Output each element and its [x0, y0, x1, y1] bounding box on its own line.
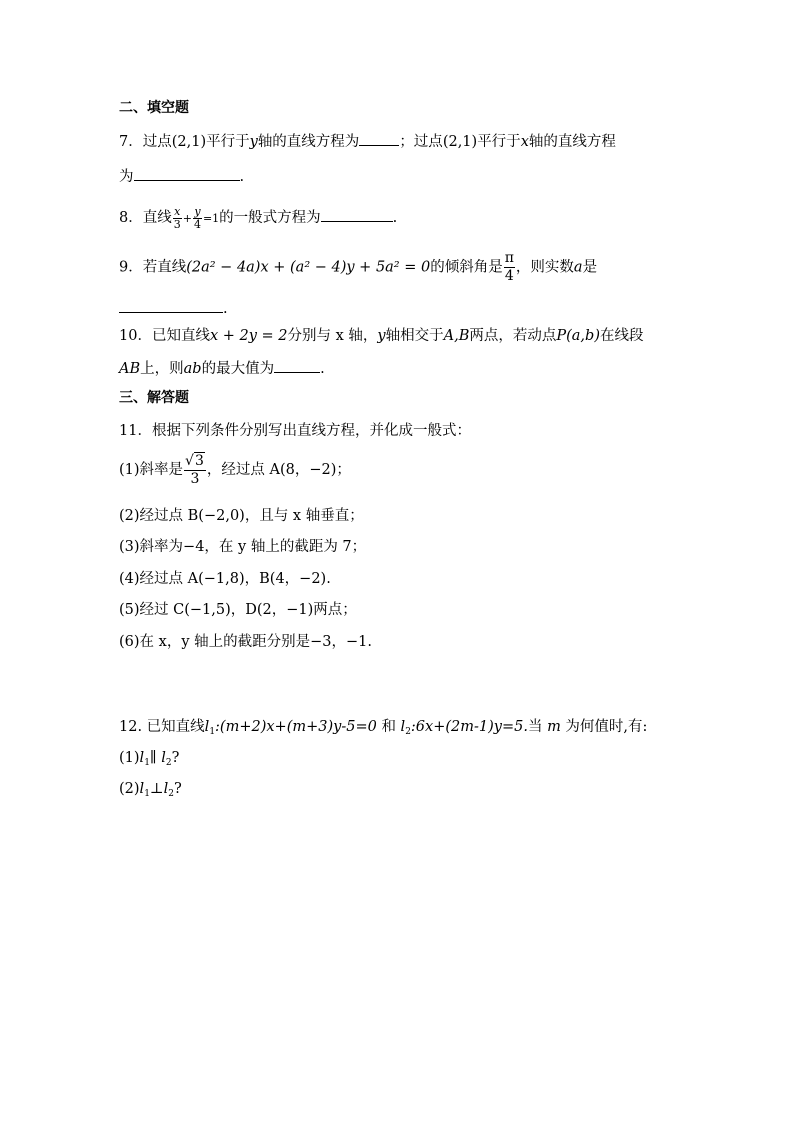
q12-line-1-equation: :(m+2)x+(m+3)y-5=0 — [215, 719, 377, 735]
answer-blank[interactable] — [134, 166, 240, 181]
answer-blank[interactable] — [321, 207, 393, 222]
question-11-part-4: (4)经过点 A(−1,8)，B(4，−2). — [119, 571, 331, 587]
q8-number: 8． — [119, 210, 143, 226]
question-12-part-2: $(2)l_1\perp l_2$? — [119, 781, 182, 799]
fraction-sqrt3-over-3: $\frac{√3}{3}$ — [185, 452, 204, 487]
q7-point: (2,1) — [171, 134, 207, 150]
question-9-line-1: 9．若直线(2a² − 4a)x + (a² − 4)y + 5a² = 0的倾斜角是 $\frac{\pi}{4}$ ，则实数a是 — [119, 250, 598, 284]
question-11-part-3: (3)斜率为−4，在 y 轴上的截距为 7； — [119, 539, 367, 555]
q9-equation: (2a² − 4a)x + (a² − 4)y + 5a² = 0 — [186, 259, 431, 276]
fraction-y-over-4: $\frac{y}{4}$ — [193, 204, 201, 231]
question-8: 8．直线 $\frac{x}{3}$ + $\frac{y}{4}$ =1的一般式方程为 . — [119, 204, 398, 231]
question-11-part-1: (1)斜率是 $\frac{√3}{3}$ ，经过点 A(8，−2)； — [119, 452, 351, 487]
question-12-stem: 12. 已知直线$l_1:(m+2)x+(m+3)y-5=0$ 和 $l_2:6x+(2m-1)y=5$.当 m 为何值时,有: — [119, 719, 648, 737]
question-12-part-1: $(1)l_1\parallel$ $l_2$? — [119, 750, 180, 768]
question-10-line-2: AB上，则ab的最大值为 . — [119, 358, 325, 379]
perpendicular-symbol: ⊥ — [149, 781, 164, 797]
question-7-line-2: 为 . — [119, 166, 244, 187]
q7-number: 7． — [119, 134, 143, 150]
q10-point: P(a,b) — [556, 328, 600, 344]
parallel-symbol: ∥ — [149, 750, 157, 766]
q9-number: 9． — [119, 259, 143, 276]
answer-blank[interactable] — [274, 358, 320, 373]
question-11-part-2: (2)经过点 B(−2,0)，且与 x 轴垂直； — [119, 508, 364, 524]
question-11-part-6: (6)在 x，y 轴上的截距分别是−3，−1. — [119, 634, 372, 650]
question-7-line-1: 7．过点(2,1)平行于y轴的直线方程为 ；过点(2,1)平行于x轴的直线方程 — [119, 131, 616, 152]
fraction-pi-over-4: $\frac{\pi}{4}$ — [504, 250, 514, 284]
answer-blank[interactable] — [119, 298, 223, 313]
q10-number: 10． — [119, 328, 152, 344]
q10-equation: x + 2y = 2 — [209, 328, 288, 344]
section-heading-answer: 三、解答题 — [119, 390, 189, 406]
fraction-x-over-3: $\frac{x}{3}$ — [173, 204, 181, 231]
q12-line-2-equation: :6x+(2m-1)y=5. — [410, 719, 528, 735]
question-11-stem: 11．根据下列条件分别写出直线方程，并化成一般式： — [119, 423, 471, 439]
question-11-part-5: (5)经过 C(−1,5)，D(2，−1)两点； — [119, 602, 357, 618]
question-10-line-1: 10．已知直线x + 2y = 2分别与 x 轴，y轴相交于A,B两点，若动点P(a,b)在线段 — [119, 328, 644, 344]
answer-blank[interactable] — [359, 131, 399, 146]
section-heading-fill-blank: 二、填空题 — [119, 100, 189, 116]
question-9-line-2: . — [119, 298, 228, 319]
